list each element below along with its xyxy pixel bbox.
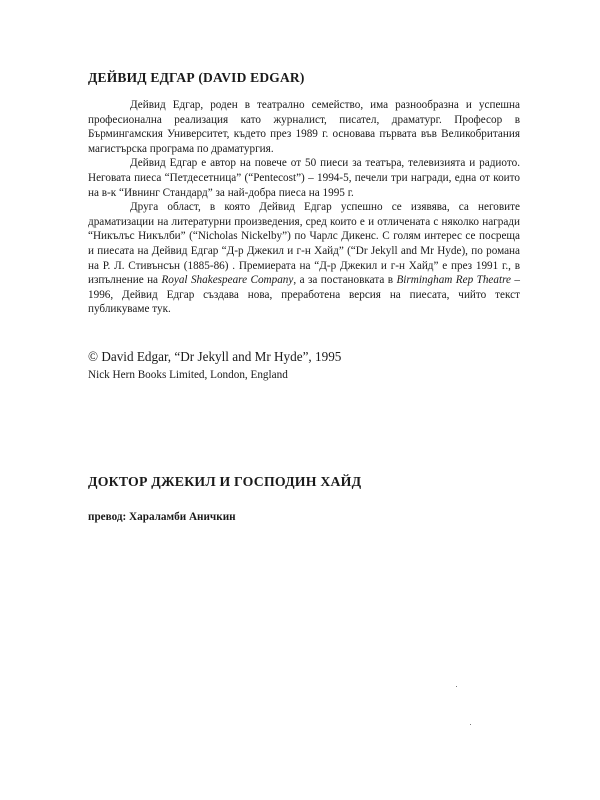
scan-speck — [456, 686, 457, 687]
author-biography — [88, 98, 520, 317]
author-heading: ДЕЙВИД ЕДГАР (DAVID EDGAR) — [88, 70, 305, 85]
copyright-line: © David Edgar, “Dr Jekyll and Mr Hyde”, 1995 — [88, 349, 342, 364]
scan-speck — [470, 724, 471, 725]
bio-paragraph-2: Дейвид Едгар е автор на повече от 50 пиеси за театъра, телевизията и радиото. Неговата пиеса “Петдесетница” (“Pentecost”) – 1994-5, печели три награди, една от които на в-к “Ивнинг Стандард” за най-добра пиеса на 1995 г. — [88, 157, 520, 199]
play-title: ДОКТОР ДЖЕКИЛ И ГОСПОДИН ХАЙД — [88, 474, 362, 489]
royal-shakespeare-company: Royal Shakespeare Company — [161, 274, 294, 287]
bio-paragraph-3-text-c: – 1996, Дейвид Едгар създава нова, преработена версия на пиесата, чийто текст публикуваме тук. — [88, 274, 521, 316]
bio-paragraph-3-text-a: Друга област, в която Дейвид Едгар успешно се изявява, са неговите драматизации на литературни произведения, сред които е и отличената с няколко награди “Никълъс Никълби” (“Nicholas Nickelby”) по Чарлс Дикенс. С голям интерес се посреща и пиесата на Дейвид Едгар “Д-р Джекил и г-н Хайд” (“Dr Jekyll and Mr Hyde), по романа на Р. Л. Стивънсън (1885-86) . Премиерата на “Д-р Джекил и г-н Хайд” е през 1991 г., в изпълнение на — [88, 201, 520, 287]
translator-credit: превод: Хараламби Аничкин — [88, 511, 236, 523]
publisher-line: Nick Hern Books Limited, London, England — [88, 369, 288, 381]
bio-paragraph-3 — [88, 200, 520, 317]
bio-paragraph-1: Дейвид Едгар, роден в театрално семейство, има разнообразна и успешна професионална реализация като журналист, писател, драматург. Професор в Бърмингамския Университет, където през 1989 г. основава първата във Великобритания магистърска програма по драматургия. — [88, 99, 520, 155]
birmingham-rep-theatre: Birmingham Rep Theatre — [396, 274, 511, 287]
bio-paragraph-3-text-b: , а за постановката в — [293, 274, 397, 287]
